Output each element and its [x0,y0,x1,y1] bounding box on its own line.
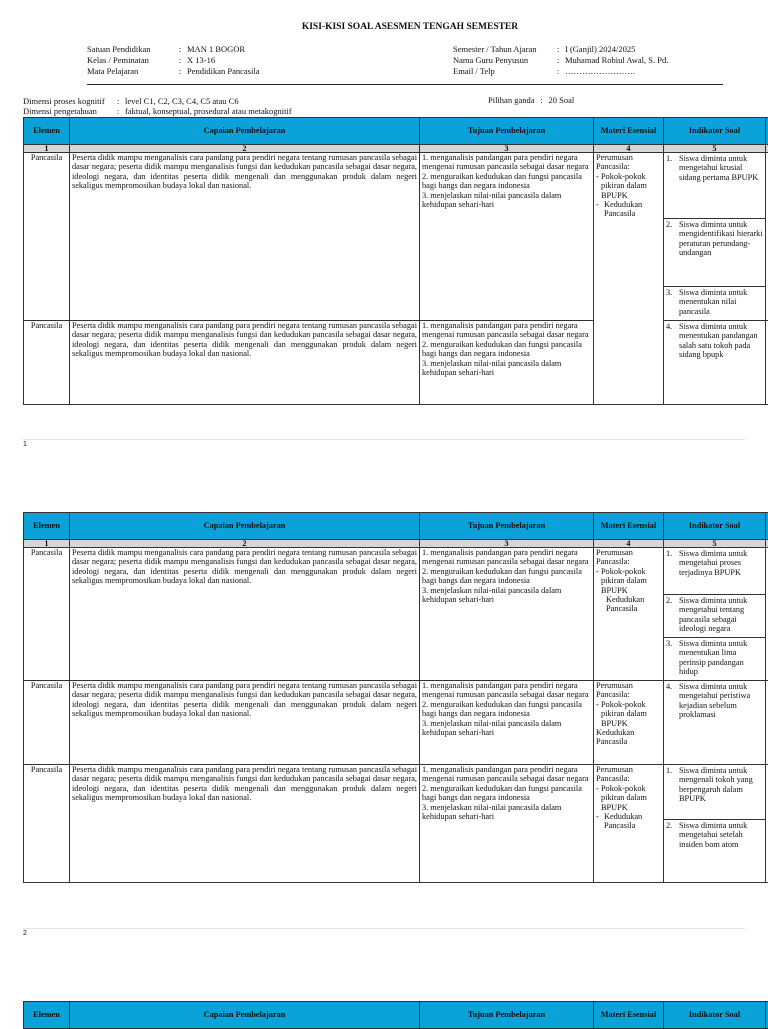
indikator-item: 1. Siswa diminta untuk mengetahui proses terjadinya BPUPK [666,549,763,577]
indikator-item: 1. Siswa diminta untuk mengetahui krusial sidang pertama BPUPK [666,154,763,182]
header-elemen: Elemen [24,1002,70,1029]
elemen-cell: Pancasila [24,765,70,883]
header-indikator: Indikator Soal [664,118,766,145]
page-title: KISI-KISI SOAL ASESMEN TENGAH SEMESTER [0,22,768,32]
capaian-cell: Peserta didik mampu menganalisis cara pandang para pendiri negara tentang rumusan pancasila sebagai dasar negara; peserta didik mampu menganalisis fungsi dan kedudukan pancasila sebagai dasar negara, ideologi negara, dan identitas peserta didik mengenali dan menggunakan produk dalam negeri sekaligus mempromosikan budaya lokal dan nasional. [70,681,420,765]
meta-value: Pendidikan Pancasila [187,66,259,77]
indikator-cell [664,681,766,765]
meta-label: Satuan Pendidikan [87,44,173,55]
dimensi-pengetahuan: Dimensi pengetahuan : faktual, konseptual, prosedural atau metakognitif [23,106,292,116]
elemen-cell: Pancasila [24,153,70,321]
header-indikator: Indikator Soal [664,513,766,540]
meta-label: Kelas / Peminatan [87,55,173,66]
meta-value: Muhamad Robiul Awal, S. Pd. [565,55,668,66]
col-number: 5 [664,145,766,153]
col-number: 2 [70,540,420,548]
capaian-cell: Peserta didik mampu menganalisis cara pandang para pendiri negara tentang rumusan pancasila sebagai dasar negara; peserta didik mampu menganalisis fungsi dan kedudukan pancasila sebagai dasar negara, ideologi negara, dan identitas peserta didik mengenali dan menggunakan produk dalam negeri sekaligus mempromosikan budaya lokal dan nasional. [70,153,420,321]
materi-cell: Perumusan Pancasila: - Pokok-pokok pikiran dalam BPUPK - Kedudukan Pancasila [594,153,664,405]
tujuan-cell: 1. menganalisis pandangan para pendiri negara mengenai rumusan pancasila sebagai dasar negara 2. menguraikan kedudukan dan fungsi pancasila bagi bangs dan negara indonesia 3. menjelaskan nilai-nilai pancasila dalam kehidupan sehari-hari [420,153,594,321]
elemen-cell: Pancasila [24,321,70,405]
col-number: 5 [664,540,766,548]
header-indikator: Indikator Soal [664,1002,766,1029]
meta-value: X 13-16 [187,55,215,66]
meta-value: ……………………. [565,66,635,77]
meta-right: Semester / Tahun Ajaran : I (Ganjil) 2024/2025 Nama Guru Penyusun : Muhamad Robiul Awal, S. Pd. Email / Telp : ……………………. [453,44,668,77]
col-number: 1 [24,540,70,548]
meta-label: Semester / Tahun Ajaran [453,44,551,55]
indikator-item: 2. Siswa diminta untuk mengidentifikasi hierarki peraturan perundang-undangan [666,220,763,258]
indikator-item: 3. Siswa diminta untuk menentukan nilai pancasila [666,288,763,316]
col-number: 3 [420,145,594,153]
header-capaian: Capaian Pembelajaran [70,118,420,145]
page-divider [23,928,745,929]
indikator-item: 2. Siswa diminta untuk mengetahui tentang pancasila sebagai ideologi negara [666,596,763,634]
capaian-cell: Peserta didik mampu menganalisis cara pandang para pendiri negara tentang rumusan pancasila sebagai dasar negara; peserta didik mampu menganalisis fungsi dan kedudukan pancasila sebagai dasar negara, ideologi negara, dan identitas peserta didik mengenali dan menggunakan produk dalam negeri sekaligus mempromosikan budaya lokal dan nasional. [70,765,420,883]
meta-value: I (Ganjil) 2024/2025 [565,44,635,55]
indikator-cell [664,321,766,405]
header-materi: Materi Esensial [594,513,664,540]
col-number: 4 [594,540,664,548]
kisi-table-page-3 [23,1001,768,1029]
indikator-item: 4. Siswa diminta untuk menentukan pandangan salah satu tokoh pada sidang bpupk [666,322,763,360]
header-tujuan: Tujuan Pembelajaran [420,1002,594,1029]
indikator-cell [664,765,766,883]
page-number: 2 [23,930,27,937]
header-materi: Materi Esensial [594,118,664,145]
tujuan-cell: 1. menganalisis pandangan para pendiri negara mengenai rumusan pancasila sebagai dasar negara 2. menguraikan kedudukan dan fungsi pancasila bagi bangs dan negara indonesia 3. menjelaskan nilai-nilai pancasila dalam kehidupan sehari-hari [420,765,594,883]
kisi-table-page-2 [23,512,768,883]
meta-label: Email / Telp [453,66,551,77]
tujuan-cell: 1. menganalisis pandangan para pendiri negara mengenai rumusan pancasila sebagai dasar negara 2. menguraikan kedudukan dan fungsi pancasila bagi bangs dan negara indonesia 3. menjelaskan nilai-nilai pancasila dalam kehidupan sehari-hari [420,321,594,405]
materi-cell: Perumusan Pancasila: - Pokok-pokok pikiran dalam BPUPK Kedudukan Pancasila [594,681,664,765]
page-number: 1 [23,441,27,448]
materi-cell: Perumusan Pancasila: - Pokok-pokok pikiran dalam BPUPK - Kedudukan Pancasila [594,765,664,883]
header-elemen: Elemen [24,118,70,145]
indikator-item: 3. Siswa diminta untuk menentukan lima perinsip pandangan hidup [666,639,763,677]
header-tujuan: Tujuan Pembelajaran [420,513,594,540]
kisi-table-page-1 [23,117,768,405]
materi-cell: Perumusan Pancasila: - Pokok-pokok pikiran dalam BPUPK Kedudukan Pancasila [594,548,664,681]
elemen-cell: Pancasila [24,681,70,765]
indikator-item: 1. Siswa diminta untuk mengenali tokoh yang berpengaruh dalam BPUPK [666,766,763,804]
header-capaian: Capaian Pembelajaran [70,1002,420,1029]
pilihan-ganda: Pilihan ganda : 20 Soal [488,95,574,105]
header-divider [87,84,723,85]
col-number: 3 [420,540,594,548]
col-number: 2 [70,145,420,153]
dimensi-kognitif: Dimensi proses kognitif : level C1, C2, C3, C4, C5 atau C6 [23,96,239,106]
tujuan-cell: 1. menganalisis pandangan para pendiri negara mengenai rumusan pancasila sebagai dasar negara 2. menguraikan kedudukan dan fungsi pancasila bagi bangs dan negara indonesia 3. menjelaskan nilai-nilai pancasila dalam kehidupan sehari-hari [420,681,594,765]
indikator-item: 4. Siswa diminta untuk mengetahui peristiwa kejadian sebelum proklamasi [666,682,763,720]
elemen-cell: Pancasila [24,548,70,681]
header-materi: Materi Esensial [594,1002,664,1029]
capaian-cell: Peserta didik mampu menganalisis cara pandang para pendiri negara tentang rumusan pancasila sebagai dasar negara; peserta didik mampu menganalisis fungsi dan kedudukan pancasila sebagai dasar negara, ideologi negara, dan identitas peserta didik mengenali dan menggunakan produk dalam negeri sekaligus mempromosikan budaya lokal dan nasional. [70,321,420,405]
col-number: 1 [24,145,70,153]
indikator-cell [664,548,766,681]
meta-label: Nama Guru Penyusun [453,55,551,66]
indikator-cell [664,153,766,321]
meta-left: Satuan Pendidikan : MAN 1 BOGOR Kelas / Peminatan : X 13-16 Mata Pelajaran : Pendidikan Pancasila [87,44,259,77]
col-number: 4 [594,145,664,153]
header-elemen: Elemen [24,513,70,540]
meta-label: Mata Pelajaran [87,66,173,77]
tujuan-cell: 1. menganalisis pandangan para pendiri negara mengenai rumusan pancasila sebagai dasar negara 2. menguraikan kedudukan dan fungsi pancasila bagi bangs dan negara indonesia 3. menjelaskan nilai-nilai pancasila dalam kehidupan sehari-hari [420,548,594,681]
header-capaian: Capaian Pembelajaran [70,513,420,540]
meta-value: MAN 1 BOGOR [187,44,245,55]
page-divider [23,439,745,440]
header-tujuan: Tujuan Pembelajaran [420,118,594,145]
capaian-cell: Peserta didik mampu menganalisis cara pandang para pendiri negara tentang rumusan pancasila sebagai dasar negara; peserta didik mampu menganalisis fungsi dan kedudukan pancasila sebagai dasar negara, ideologi negara, dan identitas peserta didik mengenali dan menggunakan produk dalam negeri sekaligus mempromosikan budaya lokal dan nasional. [70,548,420,681]
indikator-item: 2. Siswa diminta untuk mengetahui setelah insiden bom atom [666,821,763,849]
